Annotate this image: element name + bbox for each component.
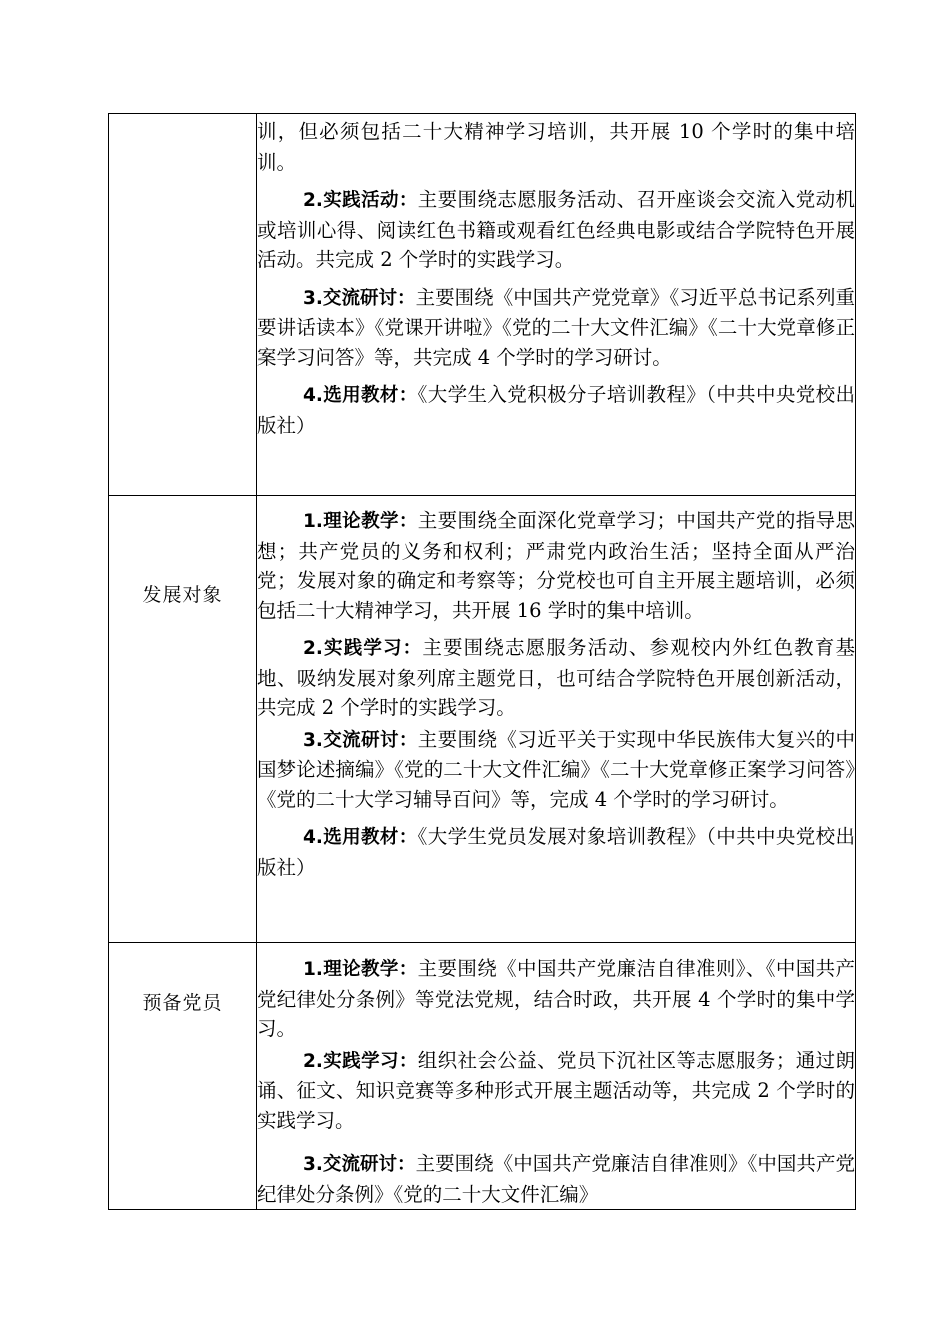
paragraph-heading: 2.实践学习： [303, 638, 423, 659]
paragraph-heading: 3.交流研讨： [303, 729, 418, 751]
paragraph-body: 主要围绕《中国共产党廉洁自律准则》《中国共产党纪律处分条例》《党的二十大文件汇编》 [257, 1152, 855, 1206]
stage-content-cell [257, 496, 856, 943]
paragraph-body: 《大学生党员发展对象培训教程》（中共中央党校出版社） [257, 825, 855, 879]
stage-label-cell [109, 114, 257, 496]
paragraph-body: 主要围绕《习近平关于实现中华民族伟大复兴的中国梦论述摘编》《党的二十大文件汇编》《二十大党章修正案学习问答》《党的二十大学习辅导百问》等，完成 4 个学时的学习研讨。 [257, 727, 855, 811]
stage-label-cell [109, 943, 257, 1210]
stage-content-cell [257, 943, 856, 1210]
paragraph-heading: 4.选用教材： [303, 385, 418, 406]
paragraph-body: 主要围绕《中国共产党党章》《习近平总书记系列重要讲话读本》《党课开讲啦》《党的二十大文件汇编》《二十大党章修正案学习问答》等，共完成 4 个学时的学习研讨。 [257, 285, 855, 369]
table-row [109, 943, 856, 1210]
paragraph-heading: 1.理论教学： [303, 511, 418, 532]
paragraph-heading: 3.交流研讨： [303, 1154, 416, 1175]
paragraph-body: 组织社会公益、党员下沉社区等志愿服务；通过朗诵、征文、知识竞赛等多种形式开展主题活动等，共完成 2 个学时的实践学习。 [257, 1048, 855, 1132]
stage-label: 预备党员 [142, 992, 223, 1014]
paragraph [257, 283, 855, 373]
training-plan-table [108, 113, 856, 1210]
paragraph [257, 380, 855, 440]
paragraph-body: 训，但必须包括二十大精神学习培训，共开展 10 个学时的集中培训。 [257, 120, 855, 174]
paragraph-heading: 2.实践活动： [303, 190, 418, 211]
paragraph-heading: 4.选用教材： [303, 827, 418, 848]
paragraph [257, 954, 855, 1044]
paragraph-body: 主要围绕全面深化党章学习；中国共产党的指导思想；共产党员的义务和权利；严肃党内政治生活；坚持全面从严治党；发展对象的确定和考察等；分党校也可自主开展主题培训，必须包括二十大精神学习，共开展 16 学时的集中培训。 [257, 509, 855, 622]
paragraph-body: 主要围绕《中国共产党廉洁自律准则》、《中国共产党纪律处分条例》等党法党规，结合时政，共开展 4 个学时的集中学习。 [257, 957, 855, 1040]
table-row [109, 496, 856, 943]
paragraph-body: 《大学生入党积极分子培训教程》（中共中央党校出版社） [257, 383, 855, 437]
paragraph-heading: 3.交流研讨： [303, 287, 416, 309]
paragraph [257, 185, 855, 275]
paragraph [257, 117, 855, 177]
table-row [109, 114, 856, 496]
paragraph [257, 506, 855, 625]
paragraph [257, 1149, 855, 1209]
stage-label-cell [109, 496, 257, 943]
paragraph [257, 725, 855, 815]
paragraph-heading: 2.实践学习： [303, 1050, 418, 1072]
paragraph-heading: 1.理论教学： [303, 959, 418, 980]
paragraph [257, 822, 855, 882]
stage-label: 发展对象 [142, 584, 223, 606]
stage-content-cell [257, 114, 856, 496]
paragraph-body: 主要围绕志愿服务活动、参观校内外红色教育基地、吸纳发展对象列席主题党日，也可结合学院特色开展创新活动，共完成 2 个学时的实践学习。 [257, 636, 855, 719]
paragraph-body: 主要围绕志愿服务活动、召开座谈会交流入党动机或培训心得、阅读红色书籍或观看红色经典电影或结合学院特色开展活动。共完成 2 个学时的实践学习。 [257, 188, 855, 271]
paragraph [257, 1046, 855, 1136]
paragraph [257, 633, 855, 723]
